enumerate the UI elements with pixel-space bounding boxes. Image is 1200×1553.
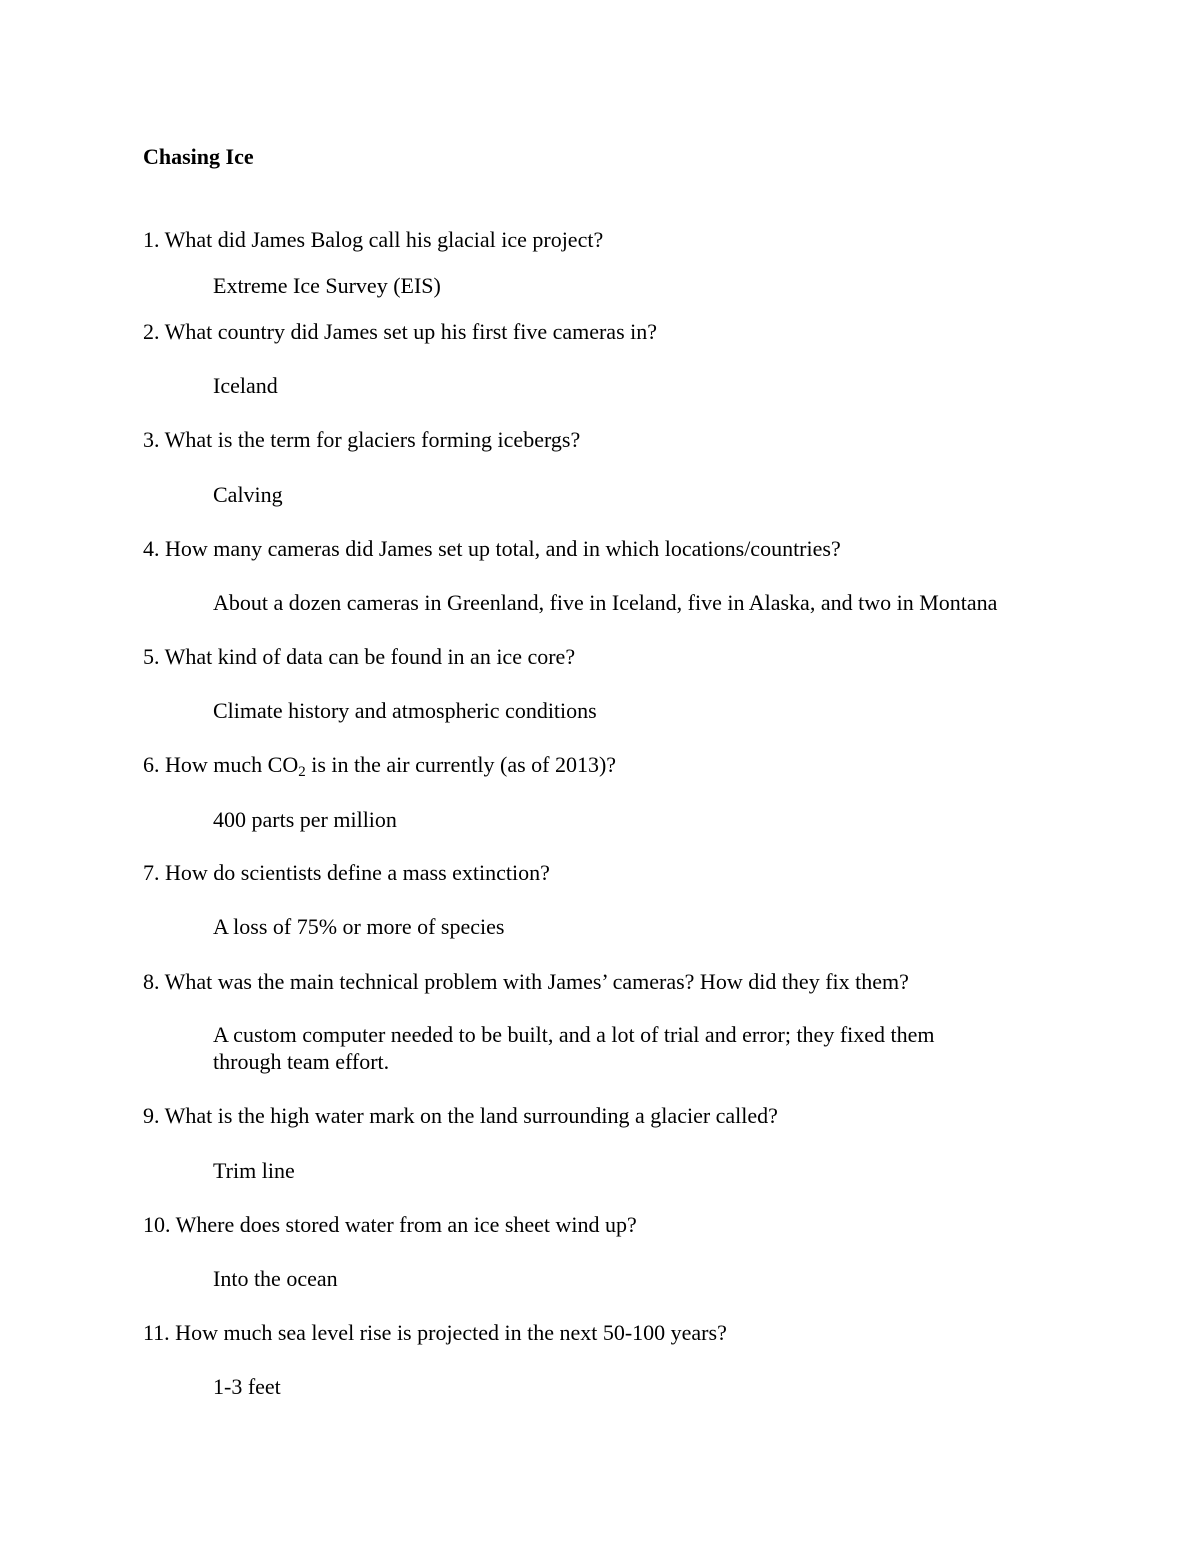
question-6 — [143, 751, 616, 778]
answer-4: About a dozen cameras in Greenland, five in Iceland, five in Alaska, and two in Montana — [213, 590, 998, 615]
question-9: 9. What is the high water mark on the land surrounding a glacier called? — [143, 1103, 778, 1128]
answer-8-line-1: A custom computer needed to be built, and a lot of trial and error; they fixed them — [213, 1022, 935, 1047]
answer-2: Iceland — [213, 373, 278, 398]
answer-11: 1-3 feet — [213, 1374, 281, 1399]
answer-8 — [213, 1021, 1013, 1075]
document-title: Chasing Ice — [143, 144, 254, 169]
question-10: 10. Where does stored water from an ice sheet wind up? — [143, 1212, 637, 1237]
answer-5: Climate history and atmospheric conditions — [213, 698, 597, 723]
question-3: 3. What is the term for glaciers forming icebergs? — [143, 427, 581, 452]
question-4: 4. How many cameras did James set up total, and in which locations/countries? — [143, 536, 841, 561]
question-1: 1. What did James Balog call his glacial ice project? — [143, 227, 604, 252]
answer-1: Extreme Ice Survey (EIS) — [213, 273, 441, 298]
co2-subscript: 2 — [298, 764, 306, 780]
answer-7: A loss of 75% or more of species — [213, 914, 505, 939]
answer-10: Into the ocean — [213, 1266, 338, 1291]
question-7: 7. How do scientists define a mass extinction? — [143, 860, 550, 885]
question-6-text-start: 6. How much CO — [143, 752, 299, 777]
question-6-text-end: is in the air currently (as of 2013)? — [305, 752, 617, 777]
answer-8-line-2: through team effort. — [213, 1049, 390, 1074]
question-11: 11. How much sea level rise is projected in the next 50-100 years? — [143, 1320, 727, 1345]
question-8: 8. What was the main technical problem with James’ cameras? How did they fix them? — [143, 969, 909, 994]
answer-6: 400 parts per million — [213, 807, 397, 832]
answer-9: Trim line — [213, 1158, 295, 1183]
question-5: 5. What kind of data can be found in an ice core? — [143, 644, 576, 669]
question-2: 2. What country did James set up his first five cameras in? — [143, 319, 658, 344]
answer-3: Calving — [213, 482, 283, 507]
